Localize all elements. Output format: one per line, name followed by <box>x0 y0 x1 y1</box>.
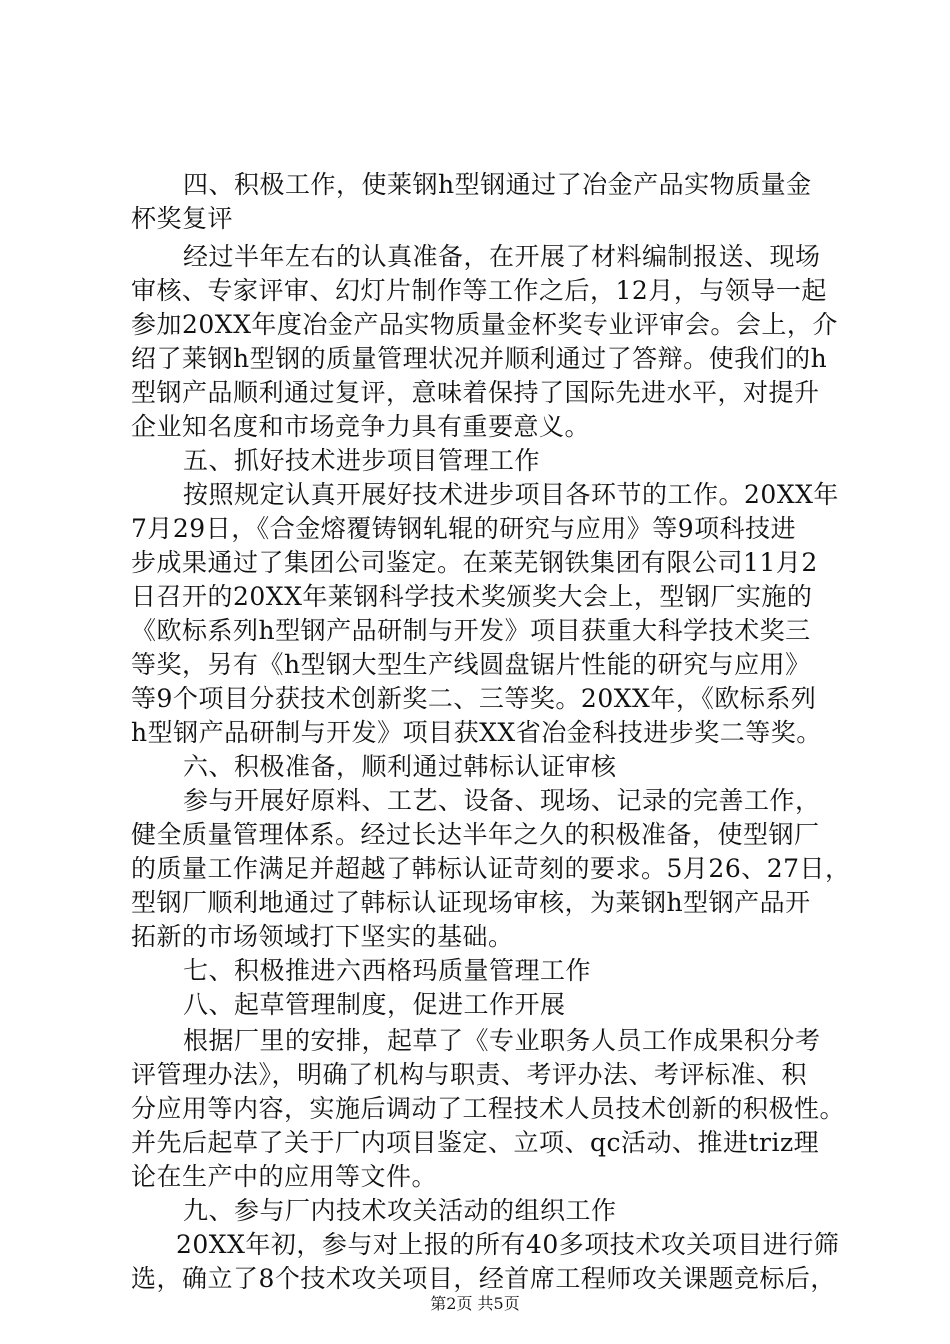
paragraph-line: 步成果通过了集团公司鉴定。在莱芜钢铁集团有限公司11月2 <box>131 548 818 577</box>
heading-4-line-1: 四、积极工作，使莱钢h型钢通过了冶金产品实物质量金 <box>183 170 812 199</box>
section-heading-9: 九、参与厂内技术攻关活动的组织工作 <box>183 1196 617 1225</box>
paragraph-line: 健全质量管理体系。经过长达半年之久的积极准备，使型钢厂 <box>131 820 820 849</box>
paragraph-line: h型钢产品研制与开发》项目获XX省冶金科技进步奖二等奖。 <box>131 718 822 747</box>
paragraph-line: 并先后起草了关于厂内项目鉴定、立项、qc活动、推进triz理 <box>131 1128 820 1157</box>
paragraph-line: 参加20XX年度冶金产品实物质量金杯奖专业评审会。会上，介 <box>131 310 838 339</box>
section-heading-8: 八、起草管理制度，促进工作开展 <box>183 990 566 1019</box>
paragraph-line: 拓新的市场领域打下坚实的基础。 <box>131 922 514 951</box>
page-footer: 第2页 共5页 <box>430 1294 520 1313</box>
section-heading-5: 五、抓好技术进步项目管理工作 <box>183 446 541 475</box>
paragraph-line: 分应用等内容，实施后调动了工程技术人员技术创新的积极性。 <box>131 1094 846 1123</box>
section-heading-6: 六、积极准备，顺利通过韩标认证审核 <box>183 752 617 781</box>
paragraph-line: 日召开的20XX年莱钢科学技术奖颁奖大会上，型钢厂实施的 <box>131 582 813 611</box>
heading-4-line-2: 杯奖复评 <box>131 204 234 233</box>
paragraph-line: 的质量工作满足并超越了韩标认证苛刻的要求。5月26、27日， <box>131 854 851 883</box>
paragraph-line: 《欧标系列h型钢产品研制与开发》项目获重大科学技术奖三 <box>131 616 811 645</box>
paragraph-line: 20XX年初，参与对上报的所有40多项技术攻关项目进行筛 <box>176 1230 840 1259</box>
paragraph-line: 审核、专家评审、幻灯片制作等工作之后，12月，与领导一起 <box>131 276 827 305</box>
paragraph-line: 7月29日，《合金熔覆铸钢轧辊的研究与应用》等9项科技进 <box>131 514 797 543</box>
paragraph-line: 参与开展好原料、工艺、设备、现场、记录的完善工作， <box>183 786 821 815</box>
paragraph-line: 选，确立了8个技术攻关项目，经首席工程师攻关课题竞标后， <box>131 1264 836 1293</box>
paragraph-line: 经过半年左右的认真准备，在开展了材料编制报送、现场 <box>183 242 821 271</box>
paragraph-line: 绍了莱钢h型钢的质量管理状况并顺利通过了答辩。使我们的h <box>131 344 828 373</box>
paragraph-line: 型钢厂顺利地通过了韩标认证现场审核，为莱钢h型钢产品开 <box>131 888 811 917</box>
paragraph-line: 等9个项目分获技术创新奖二、三等奖。20XX年，《欧标系列 <box>131 684 817 713</box>
paragraph-line: 评管理办法》，明确了机构与职责、考评办法、考评标准、积 <box>131 1060 808 1089</box>
paragraph-line: 型钢产品顺利通过复评，意味着保持了国际先进水平，对提升 <box>131 378 820 407</box>
paragraph-line: 论在生产中的应用等文件。 <box>131 1162 438 1191</box>
paragraph-line: 根据厂里的安排，起草了《专业职务人员工作成果积分考 <box>183 1026 821 1055</box>
paragraph-line: 企业知名度和市场竞争力具有重要意义。 <box>131 412 591 441</box>
paragraph-line: 等奖，另有《h型钢大型生产线圆盘锯片性能的研究与应用》 <box>131 650 811 679</box>
paragraph-line: 按照规定认真开展好技术进步项目各环节的工作。20XX年 <box>183 480 839 509</box>
section-heading-7: 七、积极推进六西格玛质量管理工作 <box>183 956 592 985</box>
